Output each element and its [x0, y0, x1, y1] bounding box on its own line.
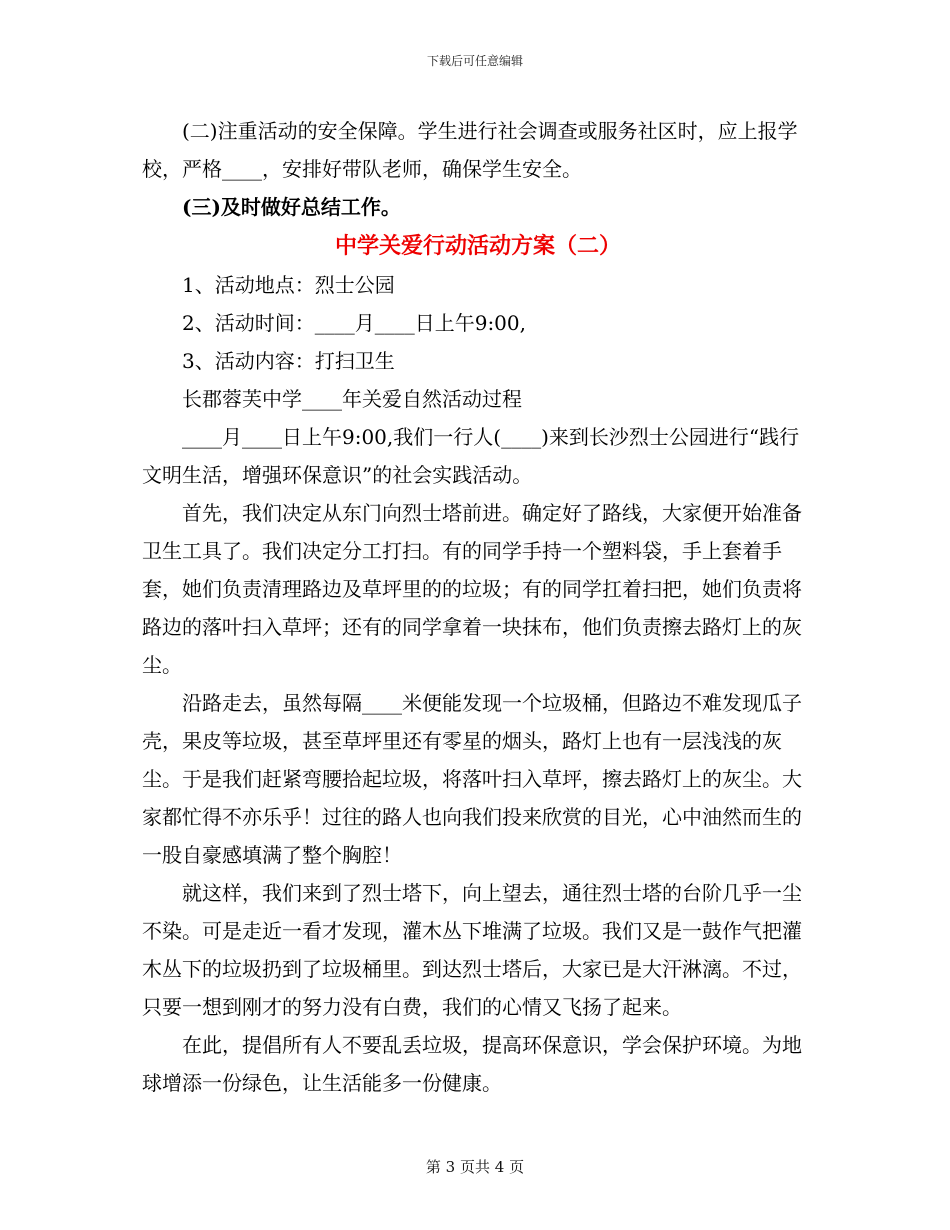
page-header: 下载后可任意编辑 — [426, 54, 523, 68]
paragraph-cleaning: 沿路走去，虽然每隔____米便能发现一个垃圾桶，但路边不难发现瓜子壳，果皮等垃圾，甚至草坪里还有零星的烟头，路灯上也有一层浅浅的灰尘。于是我们赶紧弯腰拾起垃圾，将落叶扫入草坪，擦去路灯上的灰尘。大家都忙得不亦乐乎！过往的路人也向我们投来欣赏的目光，心中油然而生的一股自豪感填满了整个胸腔！ — [142, 691, 802, 867]
activity-process-heading: 长郡蓉芙中学____年关爱自然活动过程 — [182, 387, 522, 411]
page-number: 第 3 页共 4 页 — [425, 1158, 525, 1176]
paragraph-summary-heading: (三)及时做好总结工作。 — [182, 195, 401, 219]
document-body — [142, 112, 814, 1102]
paragraph-tower: 就这样，我们来到了烈士塔下，向上望去，通往烈士塔的台阶几乎一尘不染。可是走近一看才发现，灌木丛下堆满了垃圾。我们又是一鼓作气把灌木丛下的垃圾扔到了垃圾桶里。到达烈士塔后，大家已是大汗淋漓。不过，只要一想到刚才的努力没有白费，我们的心情又飞扬了起来。 — [142, 881, 802, 1019]
activity-time: 2、活动时间：____月____日上午9:00, — [182, 311, 526, 335]
paragraph-arrival: ____月____日上午9:00,我们一行人(____)来到长沙烈士公园进行“践行文明生活，增强环保意识”的社会实践活动。 — [142, 425, 800, 487]
activity-location: 1、活动地点：烈士公园 — [182, 273, 395, 297]
activity-content: 3、活动内容：打扫卫生 — [182, 349, 395, 373]
paragraph-preparation: 首先，我们决定从东门向烈士塔前进。确定好了路线，大家便开始准备卫生工具了。我们决定分工打扫。有的同学手持一个塑料袋，手上套着手套，她们负责清理路边及草坪里的的垃圾；有的同学扛着扫把，她们负责将路边的落叶扫入草坪；还有的同学拿着一块抹布，他们负责擦去路灯上的灰尘。 — [142, 501, 802, 677]
paragraph-appeal: 在此，提倡所有人不要乱丢垃圾，提高环保意识，学会保护环境。为地球增添一份绿色，让生活能多一份健康。 — [142, 1033, 802, 1095]
paragraph-safety: (二)注重活动的安全保障。学生进行社会调查或服务社区时，应上报学校，严格____，安排好带队老师，确保学生安全。 — [142, 119, 798, 181]
section-title: 中学关爱行动活动方案（二） — [334, 233, 621, 259]
